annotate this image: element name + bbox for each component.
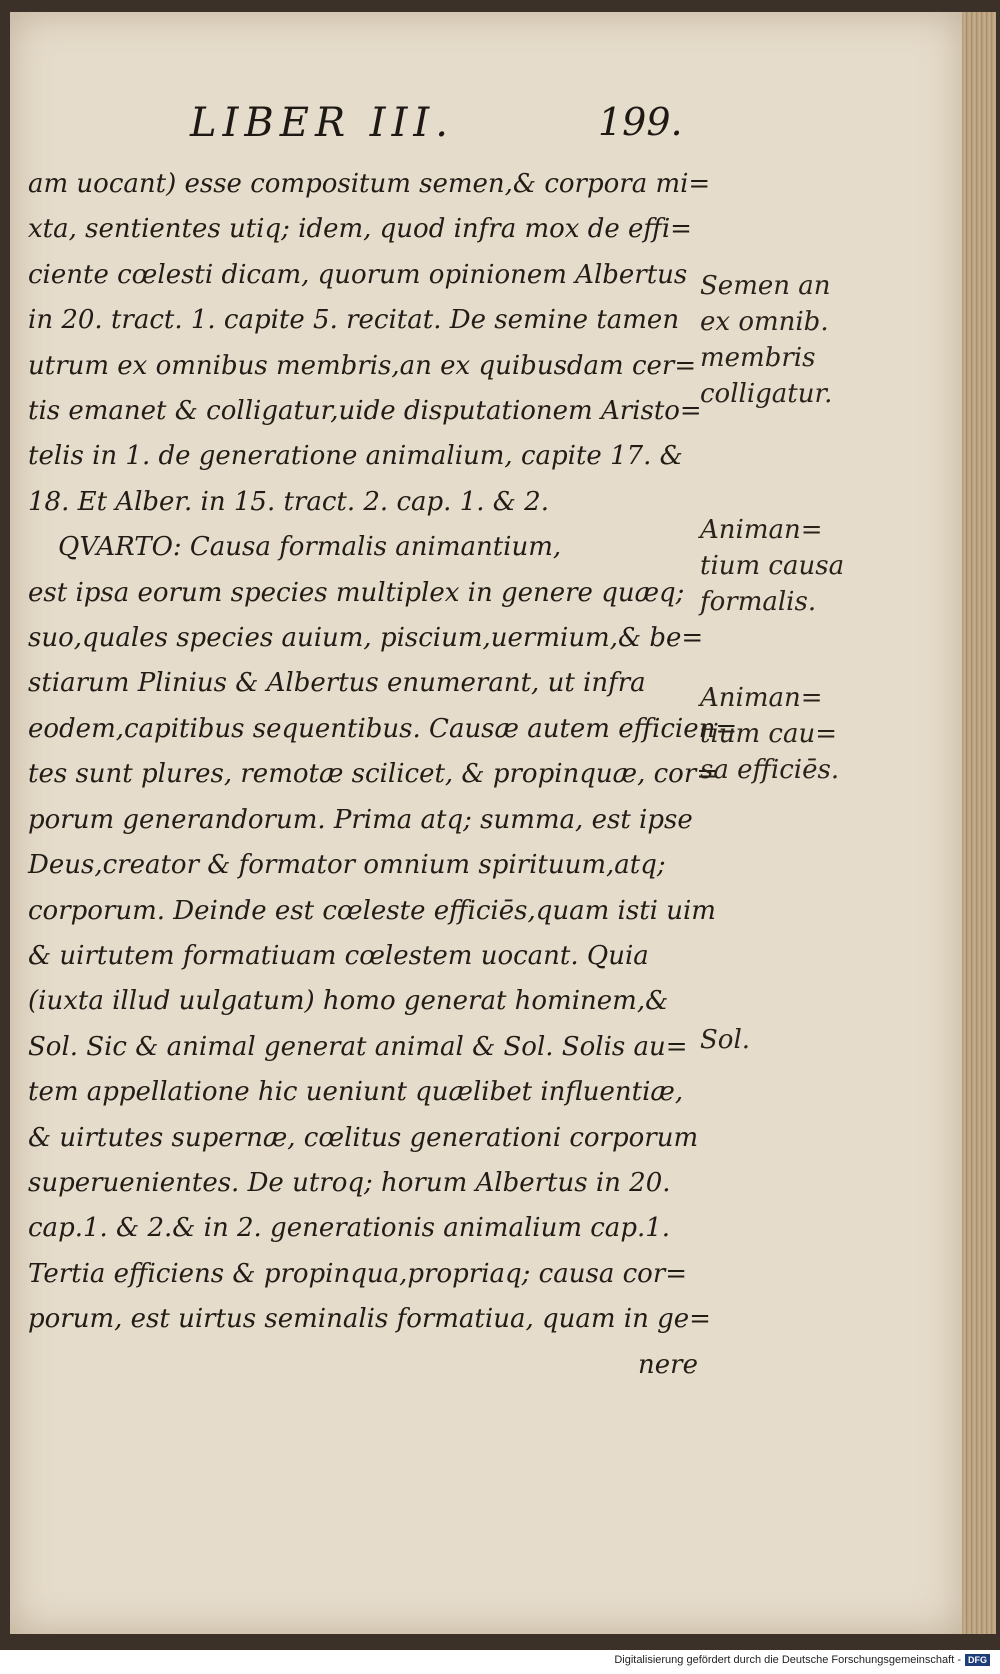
credit-text: Digitalisierung gefördert durch die Deutsche Forschungsgemeinschaft - (614, 1654, 961, 1666)
text-line: porum generandorum. Prima atq; summa, est ipse (28, 804, 693, 835)
text-line: porum, est uirtus seminalis formatiua, quam in ge= (28, 1304, 711, 1335)
marginal-line: membris (700, 343, 816, 373)
digitization-credit (614, 1654, 990, 1666)
text-line: suo,quales species auium, piscium,uermium,& be= (28, 623, 704, 654)
text-line: QVARTO: Causa formalis animantium, (58, 532, 562, 563)
text-line: 18. Et Alber. in 15. tract. 2. cap. 1. & 2. (28, 486, 549, 517)
text-line: tis emanet & colligatur,uide disputationem Aristo= (28, 396, 702, 427)
text-line: Deus,creator & formator omnium spirituum,atq; (28, 850, 666, 881)
text-line: Sol. Sic & animal generat animal & Sol. Solis au= (28, 1031, 688, 1062)
text-line: stiarum Plinius & Albertus enumerant, ut infra (28, 668, 646, 699)
text-line: tem appellatione hic ueniunt quælibet influentiæ, (28, 1077, 684, 1108)
text-line: am uocant) esse compositum semen,& corpora mi= (28, 169, 711, 199)
dfg-logo: DFG (965, 1654, 990, 1666)
text-line: cap.1. & 2.& in 2. generationis animalium cap.1. (28, 1213, 671, 1244)
marginal-line: Animan= (700, 683, 823, 713)
body-text (28, 162, 738, 1388)
marginal-note-sol (700, 1022, 750, 1058)
text-line: in 20. tract. 1. capite 5. recitat. De semine tamen (28, 305, 680, 336)
marginal-line: formalis. (700, 587, 817, 617)
text-line: superuenientes. De utroq; horum Albertus in 20. (28, 1167, 671, 1198)
marginal-line: sa efficiēs. (700, 755, 840, 785)
marginal-line: Animan= (700, 515, 823, 545)
text-line: (iuxta illud uulgatum) homo generat hominem,& (28, 986, 669, 1017)
text-line: xta, sentientes utiq; idem, quod infra mox de effi= (28, 214, 692, 245)
page-edges (962, 12, 996, 1634)
marginal-line: colligatur. (700, 379, 833, 409)
catchword: nere (638, 1349, 698, 1380)
text-line: tes sunt plures, remotæ scilicet, & propinquæ, cor= (28, 759, 719, 790)
marginal-line: tium cau= (700, 719, 838, 749)
text-line: Tertia efficiens & propinqua,propriaq; causa cor= (28, 1258, 688, 1289)
text-line: & uirtutes supernæ, cœlitus generationi corporum (28, 1122, 699, 1153)
text-line: telis in 1. de generatione animalium, capite 17. & (28, 441, 683, 472)
text-line: ciente cœlesti dicam, quorum opinionem Albertus (28, 259, 688, 290)
text-line: & uirtutem formatiuam cœlestem uocant. Quia (28, 940, 649, 971)
marginal-note-causa-efficiens (700, 680, 839, 788)
marginal-note-causa-formalis (700, 512, 844, 620)
marginal-line: ex omnib. (700, 307, 829, 337)
text-line: corporum. Deinde est cœleste efficiēs,quam isti uim (28, 895, 716, 926)
marginal-line: Sol. (700, 1025, 751, 1055)
marginal-line: tium causa (700, 551, 845, 581)
book-page (10, 12, 962, 1634)
marginal-note-semen (700, 268, 832, 412)
running-title: LIBER III. (190, 100, 454, 146)
text-line: eodem,capitibus sequentibus. Causæ autem efficien= (28, 713, 738, 744)
marginal-line: Semen an (700, 271, 831, 301)
text-line: utrum ex omnibus membris,an ex quibusdam cer= (28, 350, 697, 381)
page-number: 199. (598, 100, 683, 144)
text-line: est ipsa eorum species multiplex in genere quæq; (28, 577, 685, 608)
